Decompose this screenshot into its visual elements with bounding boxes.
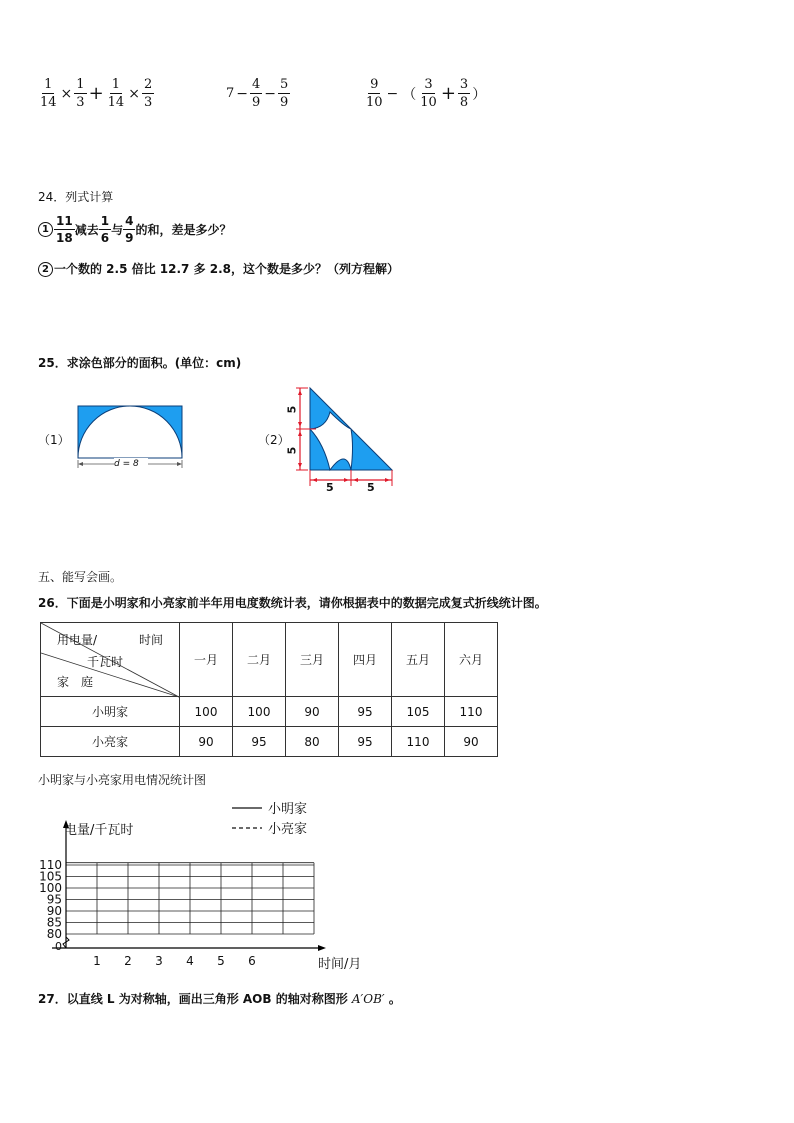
chart-title: 小明家与小亮家用电情况统计图 (38, 773, 207, 787)
y-axis-title: 电量/千瓦时 (64, 823, 134, 838)
fraction: $\frac{2}{3}$ (143, 77, 153, 110)
fig2-label: （2） (258, 433, 290, 447)
fraction: $\frac{9}{10}$ (366, 77, 383, 110)
chart-legend (232, 802, 307, 837)
usage-table (40, 622, 498, 757)
row-label: 小明家 (41, 697, 180, 727)
chart-ticks (39, 822, 361, 972)
x-tick-label: 4 (186, 954, 194, 968)
x-axis-title: 时间/月 (318, 957, 362, 972)
chart-grid (66, 863, 314, 934)
fig1-diameter-label: d = 8 (114, 459, 139, 469)
y-tick-label: 110 (39, 858, 62, 872)
q26-title: 26．下面是小明家和小亮家前半年用电度数统计表，请你根据表中的数据完成复式折线统计图。 (38, 596, 547, 610)
fraction: $\frac{4}{9}$ (252, 77, 261, 110)
q24-part1: 1 $\frac{11}{18}$ 减去 $\frac{1}{6}$ 与 $\frac{4}{9}$ 的和，差是多少？ (38, 215, 231, 244)
fraction: $\frac{3}{8}$ (459, 77, 469, 110)
x-tick-label: 6 (248, 954, 256, 968)
fig2-dim-mid: 5 (285, 446, 299, 455)
fraction: $\frac{1}{6}$ (100, 214, 110, 245)
table-row: 小亮家 90 95 80 95 110 90 (41, 727, 498, 757)
y-tick-label: 105 (39, 869, 62, 884)
month-header: 六月 (445, 623, 498, 697)
line-chart (30, 796, 362, 976)
fig1-label: （1） (38, 433, 70, 447)
chart-axes (52, 820, 326, 951)
figure-2-triangle (286, 382, 401, 500)
x-tick-label: 2 (124, 954, 132, 968)
usage-table-wrapper (40, 622, 498, 757)
month-header: 五月 (392, 623, 445, 697)
month-header: 四月 (339, 623, 392, 697)
fraction: $\frac{11}{18}$ (56, 214, 73, 245)
whole-number: 7 (226, 86, 235, 101)
fig2-dim-bottom-left: 5 (326, 481, 334, 494)
y-tick-label: 90 (46, 904, 62, 918)
circled-number: 1 (38, 222, 53, 237)
legend-label: 小亮家 (268, 822, 308, 837)
x-axis-arrow (318, 945, 326, 951)
fig2-dim-top: 5 (285, 405, 299, 414)
fraction: $\frac{5}{9}$ (280, 77, 289, 110)
row-label: 小亮家 (41, 727, 180, 757)
expression-1: $\frac{1}{14}$ × $\frac{1}{3}$ + $\frac{1}{14}$ × $\frac{2}{3}$ (40, 77, 153, 110)
month-header: 三月 (286, 623, 339, 697)
legend-label: 小明家 (268, 802, 308, 817)
x-tick-label: 3 (155, 954, 163, 968)
y-tick-label: 0 (55, 940, 62, 953)
y-tick-label: 100 (39, 881, 62, 895)
month-header: 一月 (180, 623, 233, 697)
table-row: 小明家 100 100 90 95 105 110 (41, 697, 498, 727)
section-title: 五、能写会画。 (38, 570, 123, 584)
fraction: $\frac{3}{10}$ (420, 77, 437, 110)
expression-2: 7 − $\frac{4}{9}$ − $\frac{5}{9}$ (226, 77, 289, 110)
month-header: 二月 (233, 623, 286, 697)
q27-title: 27．以直线 L 为对称轴，画出三角形 AOB 的轴对称图形 A′OB′ 。 (38, 992, 401, 1006)
q25-title: 25．求涂色部分的面积。(单位：cm) (38, 356, 242, 370)
fraction: $\frac{1}{14}$ (40, 77, 57, 110)
q24-title: 24．列式计算 (38, 190, 114, 204)
fraction: $\frac{4}{9}$ (125, 214, 134, 245)
y-tick-label: 80 (46, 927, 62, 941)
fraction: $\frac{1}{3}$ (76, 77, 85, 110)
fraction: $\frac{1}{14}$ (107, 77, 125, 110)
x-tick-label: 1 (93, 954, 101, 968)
y-tick-label: 85 (46, 915, 62, 930)
diagonal-header-cell: 用电量/ 时间 千瓦时 家 庭 (41, 623, 180, 697)
x-tick-label: 5 (217, 954, 225, 968)
fig2-dim-bottom-right: 5 (367, 481, 375, 494)
circled-number: 2 (38, 262, 53, 277)
q24-part2: 2 一个数的 2.5 倍比 12.7 多 2.8，这个数是多少？（列方程解） (38, 260, 399, 277)
expression-3: $\frac{9}{10}$ − （ $\frac{3}{10}$ + $\frac{3}{8}$ ） (366, 77, 487, 110)
y-tick-label: 95 (46, 892, 62, 907)
